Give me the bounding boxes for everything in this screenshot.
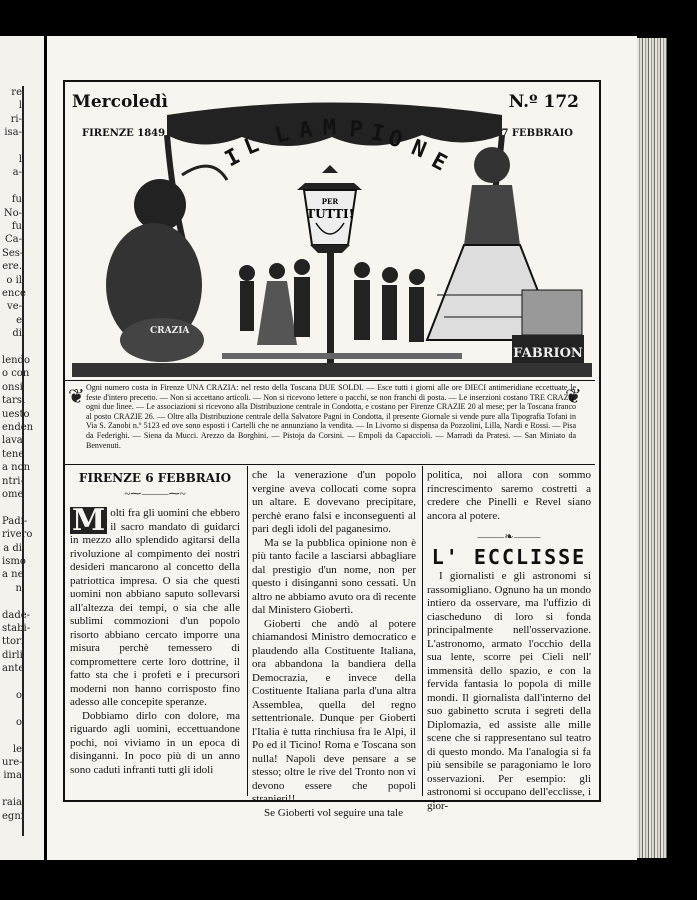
adjacent-page-fragment: ence — [2, 288, 26, 299]
svg-text:L: L — [272, 121, 292, 149]
lady-figure — [427, 147, 584, 367]
svg-text:I: I — [368, 120, 387, 148]
col1-paragraph-1: olti fra gli uomini che ebbero il sacro mandato di guidarci in mezzo allo splendido agitarsi della rivoluzione al compimento dei nostri desideri mancarono al concetto della patriottica impresa. O sia che questi uomini non abbiano saputo sollevarsi all'altezza dei tempi, o sia che alle sublimi commozioni d'un popolo risorto abbiano cercato imporre una misura perchè temessero di compromettere certe loro dottrine, il fatto sta che i profeti e i precursori moderni non hanno corrisposto fino adesso alle concepite speranze. — [70, 507, 240, 708]
issue-number: N.º 172 — [508, 92, 579, 112]
svg-text:L: L — [240, 132, 263, 161]
adjacent-page-fragment: ve- — [7, 301, 22, 313]
adjacent-page-fragment: fu — [11, 194, 22, 206]
adjacent-page-fragment: ima — [3, 770, 22, 782]
col3-paragraph-1: politica, noi allora con sommo rincrescimento saremo costretti a credere che Pinelli e Revel siano ancora al potere. — [427, 469, 591, 522]
adjacent-page-fragment: dirli — [2, 649, 23, 661]
adjacent-page-fragment: onsi — [2, 381, 23, 393]
adjacent-page-fragment: ttori — [2, 636, 25, 648]
svg-text:E: E — [427, 148, 451, 177]
adjacent-page-fragment: e — [16, 314, 22, 326]
adjacent-page-fragment: rivero — [2, 529, 33, 541]
right-ornament: ❦ — [565, 384, 582, 408]
notice-rule — [65, 464, 595, 465]
adjacent-page-fragment: le — [12, 743, 22, 755]
subscription-notice: Ogni numero costa in Firenze UNA CRAZIA: nel resto della Toscana DUE SOLDI. — Esce tutti i giorni alle ore DIECI antimeridiane eccettuate le feste d'intero precetto. — Non si accettano articoli. — Non si ricevono lettere o pacchi, se non franchi di posta. — Le inserzioni costano TRE CRAZIE ogni due linee. — Le associazioni si ricevono alla Distribuzione centrale in Condotta, e costano per Firenze CRAZIE 20 al mese; per la Toscana franco al posto CRAZIE 26. — Oltre alla Distribuzione centrale della Salvatore Pagni in Condotta, il presente Giornale si vende pure alla Tipografia Tofani in Via S. Zanobi n.º 5123 ed ove sono esposti i Cartelli che ne annunziano la vendita. — In Livorno si dispensa da Pozzolini, Lilla, Nardi e Rossi. — Pisa da Federighi. — Siena da Mucci. Arezzo da Borghini. — Pistoja da Corsini. — Empoli da Capaccioli. — Marradi da Pratesi. — San Miniato da Benvenuti. — [86, 383, 576, 450]
adjacent-page-fragment: tarsi — [2, 395, 26, 407]
svg-text:N: N — [407, 135, 430, 164]
adjacent-page-fragment: o — [15, 690, 22, 701]
col2-paragraph-4: Se Gioberti vol seguire una tale — [264, 806, 403, 819]
adjacent-page-fragment: ere. — [2, 261, 22, 273]
adjacent-page-fragment: lendo — [2, 355, 30, 366]
masthead-rule — [65, 380, 595, 381]
column-3 — [427, 469, 591, 812]
header-day: Mercoledì — [72, 92, 168, 112]
adjacent-page-fragment: stabi- — [2, 623, 31, 634]
adjacent-page-fragment: l — [18, 100, 22, 112]
jester-figure — [106, 166, 227, 362]
drop-cap: M — [72, 503, 106, 538]
left-ornament: ❦ — [68, 384, 85, 408]
dateline: FIRENZE 6 FEBBRAIO — [78, 471, 232, 485]
column-rule-1 — [247, 466, 248, 796]
svg-text:O: O — [385, 125, 405, 154]
adjacent-page-fragment: uesto — [2, 408, 30, 420]
svg-text:M: M — [322, 115, 337, 141]
dateline-ornament: ~⁓⸻⁓~ — [124, 487, 186, 500]
adjacent-page-fragment: o con — [2, 368, 30, 380]
adjacent-page-fragment: dade- — [2, 609, 31, 621]
col1-paragraph-2: Dobbiamo dirlo con dolore, ma riguardo agli uomini, eccettuandone pochi, noi viviamo in un epoca di disinganni. In poco più di un anno sono caduti infranti tutti gli idoli — [70, 709, 240, 776]
section-ornament: ⸻❧⸻ — [476, 531, 542, 543]
col2-paragraph-1: che la venerazione d'un popolo vergine aveva collocati come sopra un altare. E dovevano precipitare, perchè erano falsi e inconseguenti al pari degli idoli del paganesimo. — [252, 469, 416, 535]
adjacent-page-fragment: egni — [2, 810, 24, 822]
adjacent-page-fragment: tene — [2, 448, 25, 460]
lamp-text: TUTTI! — [306, 207, 354, 221]
adjacent-page-fragment: ri- — [10, 113, 22, 125]
svg-text:I: I — [221, 144, 245, 173]
crowd-figures — [222, 259, 462, 359]
adjacent-page-fragment: ome — [2, 489, 24, 500]
adjacent-page-fragment: re — [11, 87, 22, 98]
column-2 — [252, 469, 416, 819]
adjacent-page-fragment: a di — [3, 542, 22, 554]
col2-paragraph-2: Ma se la pubblica opinione non è più tanto facile a lasciarsi abbagliare dal prestigio d'un nome, non per questo i disinganni sono cessati. Un altro ne abbiamo avuto ora di recente dal Ministero Gioberti. — [252, 536, 416, 616]
article-title: L' ECCLISSE — [431, 544, 587, 569]
barrel-text: CRAZIA — [150, 326, 190, 336]
header-place-year: FIRENZE 1849 — [82, 128, 166, 139]
col3-paragraph-2: I giornalisti e gli astronomi si rassomigliano. Ognuno ha un mondo intiero da osservare, ma l'uffizio di ciascheduno di loro si fonda principalmente nell'osservazione. L'astronomo, armato l'occhio della sua lente, scorre pei Cieli nell' immensità dello spazio, e con la fervida fantasia lo popola di mille mondi. Il giornalista dall'interno del suo gabinetto scruta i segreti della Diplomazia, ed assiste alle mille scene che si rappresentano sul teatro di questo mondo. Ma l'analogia si fa più sensibile se paragoniamo le loro osservazioni. Per esempio: gli astronomi si occupano dell'ecclisse, i gior- — [427, 570, 591, 812]
svg-text:A: A — [297, 117, 314, 144]
adjacent-page-fragment: ismo — [2, 556, 26, 567]
column-rule-2 — [422, 466, 423, 796]
adjacent-page-fragment: enden — [2, 422, 34, 433]
adjacent-page-fragment: ante — [2, 663, 25, 675]
adjacent-page-fragment: No- — [3, 207, 22, 219]
adjacent-page-fragment: a non — [2, 462, 31, 474]
adjacent-page-fragment: a ne — [2, 569, 24, 581]
column-1 — [70, 466, 240, 794]
adjacent-page-fragment: l — [18, 154, 22, 165]
adjacent-page-fragment: di — [12, 328, 22, 340]
adjacent-page-fragment: lava — [2, 435, 23, 447]
adjacent-page-fragment: o il — [6, 274, 22, 286]
book-page-edges — [637, 38, 667, 858]
header-date: 7 FEBBRAIO — [501, 128, 573, 139]
adjacent-page-fragment: Ses- — [2, 247, 24, 259]
adjacent-page-fragment: a- — [12, 167, 22, 179]
adjacent-page-fragment: raia — [2, 797, 22, 809]
col2-paragraph-3: Gioberti che andò al potere chiamandosi Ministro democratico e plaudendo alla Costituente Italiana, ora abbandona la bandiera della Democrazia, e invece della Costituente Italiana parla d'una altra Assemblea, quella del regno settentrionale. Dunque per Gioberti l'Italia è tutta rinchiusa fra le Alpi, il Po ed il Ticino! Roma e Toscana son nulla! Napoli deve pensare a se stesso; oltre le rive del Tronto non vi devono essere che popoli stranieri!!... — [252, 617, 416, 805]
lamp-text-small: PER — [321, 197, 339, 206]
adjacent-page-column — [2, 86, 34, 836]
adjacent-page-fragment: isa- — [4, 127, 22, 139]
adjacent-page-fragment: Padi- — [2, 515, 28, 527]
adjacent-page-fragment: o — [15, 716, 22, 728]
adjacent-page-fragment: n — [15, 582, 22, 594]
sign-text: FABRION — [513, 346, 583, 361]
adjacent-page — [0, 36, 44, 860]
adjacent-page-fragment: fu — [11, 221, 22, 232]
adjacent-page-fragment: ure- — [2, 757, 23, 768]
adjacent-page-fragment: ntri- — [2, 475, 24, 487]
adjacent-page-fragment: Ca- — [5, 234, 22, 246]
svg-text:P: P — [348, 117, 364, 143]
